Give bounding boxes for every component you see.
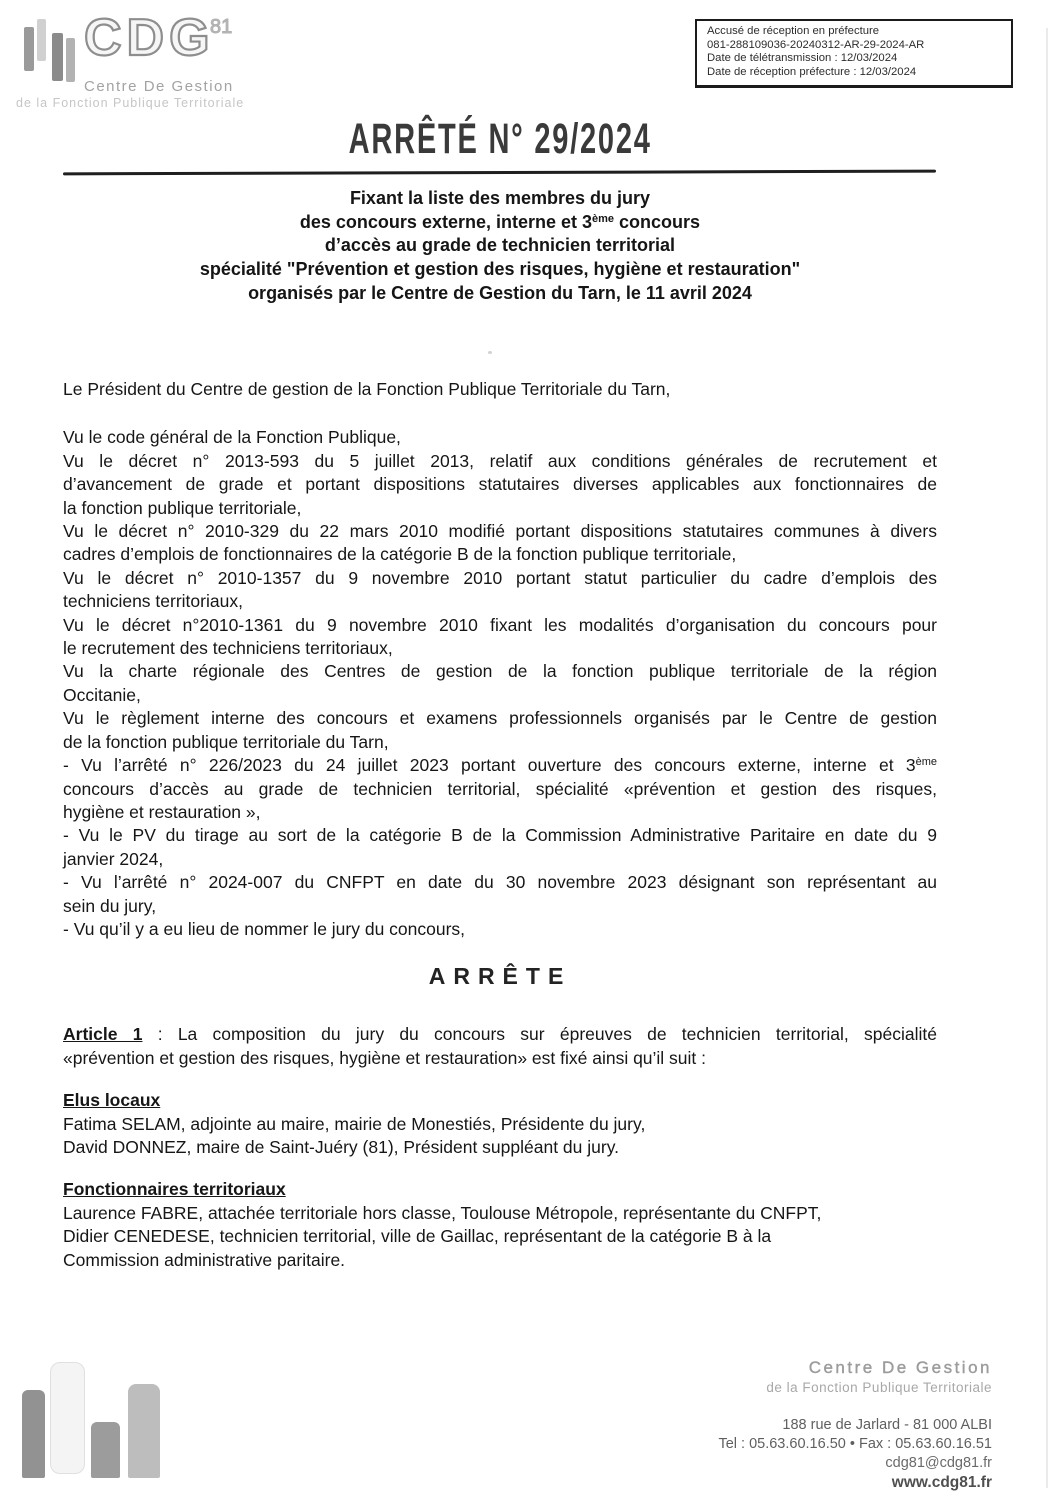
footer-website: www.cdg81.fr: [891, 1474, 992, 1491]
subtitle-line: spécialité "Prévention et gestion des risques, hygiène et restauration": [199, 259, 801, 280]
document-body: [63, 378, 937, 1272]
text-line: cadres d’emplois de fonctionnaires de la catégorie B de la fonction publique territoriale,: [63, 544, 737, 565]
subtitle: [0, 187, 1000, 306]
paragraph: [63, 871, 937, 918]
text-line: - Vu l’arrêté n° 2024-007 du CNFPT en date du 30 novembre 2023 désignant son représentant au: [63, 872, 937, 893]
stamp-line: Date de télétransmission : 12/03/2024: [707, 52, 898, 65]
arrete-heading: ARRÊTE: [428, 963, 572, 990]
footer-email: cdg81@cdg81.fr: [885, 1455, 992, 1471]
paragraph: [63, 567, 937, 614]
scan-artifact-line: [1046, 28, 1048, 1488]
footer-contact-block: [718, 1358, 992, 1492]
text-line: Vu la charte régionale des Centres de gestion de la fonction publique territoriale de la région: [63, 661, 937, 682]
scan-artifact-dot: [488, 351, 492, 354]
text-line: techniciens territoriaux,: [63, 591, 243, 612]
text-line: Vu le décret n°2010-1361 du 9 novembre 2010 fixant les modalités d’organisation du concours pour: [63, 614, 937, 635]
page-title: ARRÊTÉ N° 29/2024: [348, 114, 652, 163]
logo-81-text: 81: [210, 16, 233, 38]
paragraph: [63, 824, 937, 871]
text-line: Occitanie,: [63, 684, 141, 705]
logo-bar-icon: [24, 27, 34, 71]
logo-cdg-text: CDG: [84, 9, 215, 67]
paragraph: [63, 520, 937, 567]
subtitle-line: Fixant la liste des membres du jury: [349, 188, 651, 208]
text-line: Article 1 : La composition du jury du concours sur épreuves de technicien territorial, spécialité: [63, 1024, 937, 1045]
text-line: Fonctionnaires territoriaux: [63, 1179, 286, 1200]
text-line: - Vu l’arrêté n° 226/2023 du 24 juillet 2023 portant ouverture des concours externe, interne et 3ème: [63, 755, 937, 776]
footer-bar-icon: [50, 1362, 85, 1474]
text-line: Vu le décret n° 2013-593 du 5 juillet 2013, relatif aux conditions générales de recrutement et: [63, 450, 937, 471]
text-line: de la fonction publique territoriale du Tarn,: [63, 731, 389, 752]
text-line: David DONNEZ, maire de Saint-Juéry (81), Président suppléant du jury.: [63, 1136, 620, 1157]
text-line: le recrutement des techniciens territoriaux,: [63, 638, 393, 659]
prefecture-stamp-box: [695, 19, 1013, 88]
stamp-line: Date de réception préfecture : 12/03/2024: [707, 65, 917, 78]
footer-org-subtitle: de la Fonction Publique Territoriale: [766, 1380, 992, 1395]
subtitle-line: d’accès au grade de technicien territorial: [324, 235, 676, 256]
text-line: Vu le règlement interne des concours et examens professionnels organisés par le Centre de gestion: [63, 708, 937, 729]
text-line: - Vu le PV du tirage au sort de la catégorie B de la Commission Administrative Paritaire en date du 9: [63, 825, 937, 846]
footer-bar-icon: [91, 1422, 120, 1478]
logo-org-name: Centre De Gestion: [84, 78, 234, 95]
text-line: sein du jury,: [63, 895, 157, 916]
footer-bar-icon: [128, 1384, 160, 1478]
text-line: Elus locaux: [63, 1090, 161, 1111]
paragraph: [63, 1089, 937, 1159]
text-line: Fatima SELAM, adjointe au maire, mairie de Monestiés, Présidente du jury,: [63, 1113, 646, 1134]
footer-tel-fax: Tel : 05.63.60.16.50 • Fax : 05.63.60.16.51: [718, 1436, 992, 1452]
subtitle-line: organisés par le Centre de Gestion du Tarn, le 11 avril 2024: [248, 282, 752, 303]
stamp-line: Accusé de réception en préfecture: [707, 25, 880, 37]
text-line: Commission administrative paritaire.: [63, 1249, 346, 1270]
text-line: d’avancement de grade et portant dispositions statutaires diverses applicables aux fonctionnaires de: [63, 474, 937, 495]
footer-address: 188 rue de Jarlard - 81 000 ALBI: [782, 1417, 992, 1433]
title-wrap: [0, 114, 1000, 163]
paragraph: [63, 1178, 937, 1272]
subtitle-line: des concours externe, interne et 3ème concours: [299, 211, 701, 232]
paragraph: [63, 614, 937, 661]
text-line: hygiène et restauration »,: [63, 801, 261, 822]
text-line: concours d’accès au grade de technicien territorial, spécialité «prévention et gestion des risques,: [63, 778, 937, 799]
text-line: la fonction publique territoriale,: [63, 497, 302, 518]
footer-bar-icon: [22, 1390, 45, 1478]
cdg81-logo: [0, 0, 260, 120]
text-line: Didier CENEDESE, technicien territorial, ville de Gaillac, représentant de la catégorie B à la: [63, 1226, 772, 1247]
paragraph: [63, 754, 937, 824]
text-line: - Vu qu’il y a eu lieu de nommer le jury du concours,: [63, 918, 466, 939]
paragraph: [63, 707, 937, 754]
paragraph: [63, 1023, 937, 1070]
paragraph: [63, 378, 937, 401]
paragraph: [63, 918, 937, 941]
logo-bar-icon: [66, 38, 75, 82]
text-line: janvier 2024,: [63, 848, 164, 869]
text-line: Vu le décret n° 2010-329 du 22 mars 2010 modifié portant dispositions statutaires communes à divers: [63, 521, 937, 542]
text-line: Laurence FABRE, attachée territoriale hors classe, Toulouse Métropole, représentante du CNFPT,: [63, 1202, 822, 1223]
logo-bar-icon: [52, 33, 63, 81]
text-line: Le Président du Centre de gestion de la Fonction Publique Territoriale du Tarn,: [63, 379, 671, 399]
paragraph: [63, 660, 937, 707]
text-line: «prévention et gestion des risques, hygiène et restauration» est fixé ainsi qu’il suit :: [63, 1047, 707, 1068]
stamp-line: 081-288109036-20240312-AR-29-2024-AR: [707, 38, 925, 51]
logo-org-subtitle: de la Fonction Publique Territoriale: [16, 96, 245, 110]
footer-org-name: Centre De Gestion: [808, 1358, 992, 1377]
logo-bar-icon: [37, 19, 46, 61]
title-divider: [63, 170, 936, 176]
paragraph: [63, 426, 937, 449]
text-line: Vu le code général de la Fonction Publique,: [63, 427, 401, 448]
paragraph: [63, 450, 937, 520]
text-line: Vu le décret n° 2010-1357 du 9 novembre 2010 portant statut particulier du cadre d’emplois des: [63, 567, 937, 588]
